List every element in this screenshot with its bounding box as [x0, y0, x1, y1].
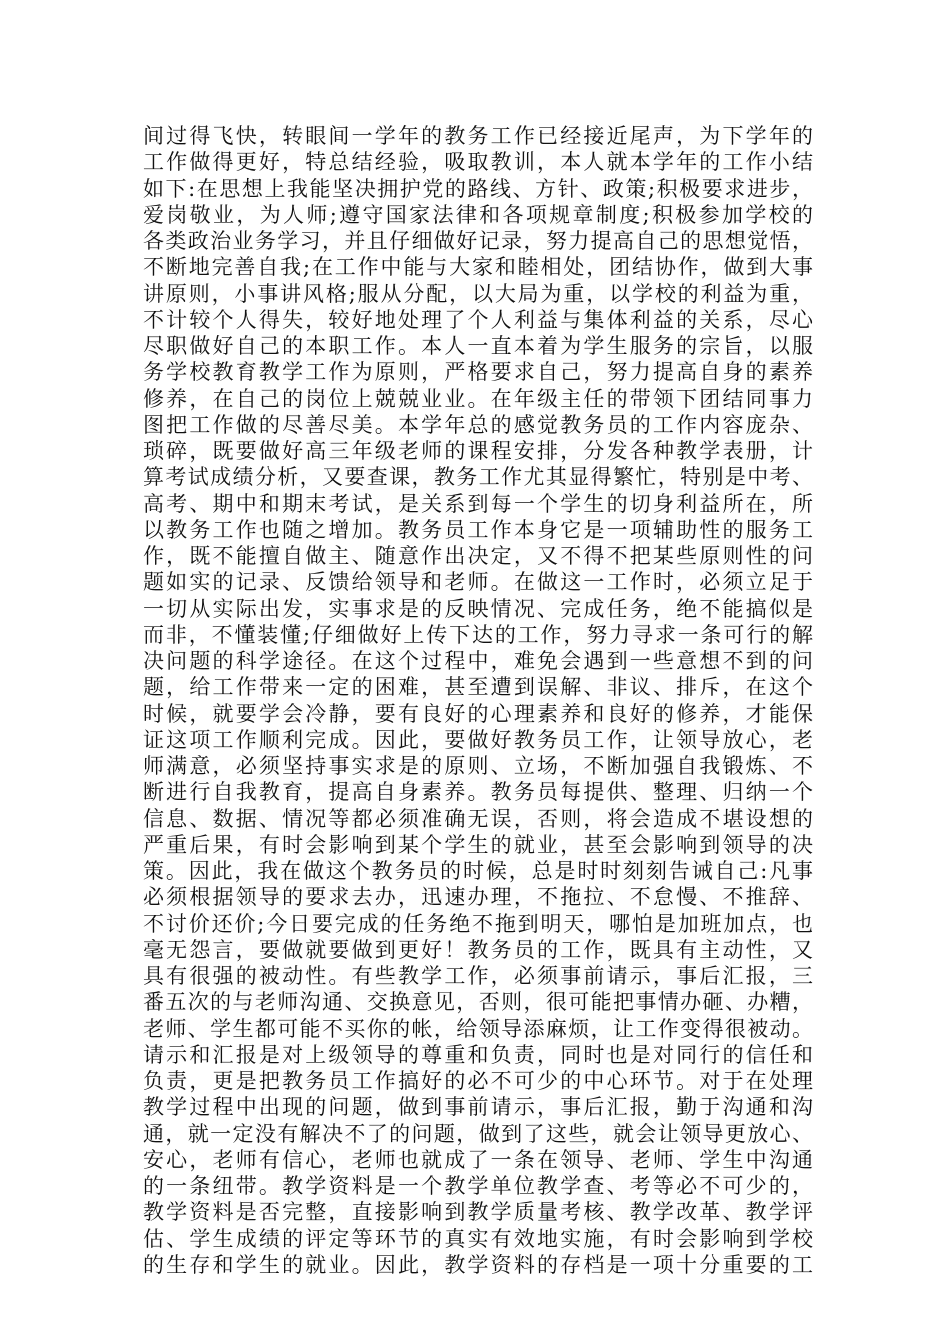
text-line: 修养，在自己的岗位上兢兢业业。在年级主任的带领下团结同事力 — [143, 386, 813, 411]
text-line: 尽职做好自己的本职工作。本人一直本着为学生服务的宗旨，以服 — [143, 334, 813, 358]
text-line: 讲原则，小事讲风格;服从分配，以大局为重，以学校的利益为重， — [143, 281, 813, 306]
text-line: 师满意，必须坚持事实求是的原则、立场，不断加强自我锻炼、不 — [143, 754, 813, 778]
text-line: 通，就一定没有解决不了的问题，做到了这些，就会让领导更放心、 — [143, 1121, 813, 1146]
text-line: 老师、学生都可能不买你的帐，给领导添麻烦，让工作变得很被动。 — [143, 1016, 813, 1041]
text-line: 不计较个人得失，较好地处理了个人利益与集体利益的关系，尽心 — [143, 307, 813, 332]
text-line: 作，既不能擅自做主、随意作出决定，又不得不把某些原则性的问 — [143, 544, 813, 568]
text-line: 必须根据领导的要求去办，迅速办理，不拖拉、不怠慢、不推辞、 — [143, 885, 813, 910]
text-line: 教学过程中出现的问题，做到事前请示，事后汇报，勤于沟通和沟 — [143, 1095, 813, 1120]
text-line: 证这项工作顺利完成。因此，要做好教务员工作，让领导放心，老 — [143, 727, 813, 752]
text-line: 教学资料是否完整，直接影响到教学质量考核、教学改革、教学评 — [143, 1200, 813, 1225]
text-line: 图把工作做的尽善尽美。本学年总的感觉教务员的工作内容庞杂、 — [143, 412, 813, 437]
text-line: 不讨价还价;今日要完成的任务绝不拖到明天，哪怕是加班加点，也 — [143, 911, 813, 936]
text-line: 负责，更是把教务员工作搞好的必不可少的中心环节。对于在处理 — [143, 1069, 813, 1093]
text-line: 务学校教育教学工作为原则，严格要求自己，努力提高自身的素养 — [143, 360, 813, 385]
text-line: 不断地完善自我;在工作中能与大家和睦相处，团结协作，做到大事 — [143, 255, 813, 280]
text-line: 时候，就要学会冷静，要有良好的心理素养和良好的修养，才能保 — [143, 701, 813, 726]
text-line: 间过得飞快，转眼间一学年的教务工作已经接近尾声，为下学年的 — [143, 124, 813, 148]
text-line: 具有很强的被动性。有些教学工作，必须事前请示，事后汇报，三 — [143, 964, 813, 988]
text-line: 爱岗敬业，为人师;遵守国家法律和各项规章制度;积极参加学校的 — [143, 202, 813, 227]
text-line: 决问题的科学途径。在这个过程中，难免会遇到一些意想不到的问 — [143, 649, 813, 673]
text-line: 一切从实际出发，实事求是的反映情况、完成任务，绝不能搞似是 — [143, 596, 813, 621]
text-line: 的一条纽带。教学资料是一个教学单位教学查、考等必不可少的， — [143, 1174, 813, 1198]
text-line: 严重后果，有时会影响到某个学生的就业，甚至会影响到领导的决 — [143, 832, 813, 857]
text-line: 题，给工作带来一定的困难，甚至遭到误解、非议、排斥，在这个 — [143, 675, 813, 700]
text-line: 的生存和学生的就业。因此，教学资料的存档是一项十分重要的工 — [143, 1252, 813, 1277]
text-line: 琐碎，既要做好高三年级老师的课程安排，分发各种教学表册，计 — [143, 439, 813, 463]
text-line: 各类政治业务学习，并且仔细做好记录，努力提高自己的思想觉悟， — [143, 229, 813, 253]
text-line: 如下:在思想上我能坚决拥护党的路线、方针、政策;积极要求进步， — [143, 176, 813, 201]
text-line: 毫无怨言，要做就要做到更好！教务员的工作，既具有主动性，又 — [143, 937, 813, 962]
text-line: 断进行自我教育，提高自身素养。教务员每提供、整理、归纳一个 — [143, 780, 813, 805]
body-text — [143, 123, 813, 1278]
text-line: 以教务工作也随之增加。教务员工作本身它是一项辅助性的服务工 — [143, 517, 813, 542]
text-line: 估、学生成绩的评定等环节的真实有效地实施，有时会影响到学校 — [143, 1226, 813, 1251]
text-line: 信息、数据、情况等都必须准确无误，否则，将会造成不堪设想的 — [143, 806, 813, 831]
text-line: 而非，不懂装懂;仔细做好上传下达的工作，努力寻求一条可行的解 — [143, 622, 813, 647]
text-line: 高考、期中和期末考试，是关系到每一个学生的切身利益所在，所 — [143, 491, 813, 516]
text-line: 策。因此，我在做这个教务员的时候，总是时时刻刻告诫自己:凡事 — [143, 859, 813, 883]
text-line: 题如实的记录、反馈给领导和老师。在做这一工作时，必须立足于 — [143, 570, 813, 595]
text-line: 工作做得更好，特总结经验，吸取教训，本人就本学年的工作小结 — [143, 150, 813, 175]
text-line: 安心，老师有信心，老师也就成了一条在领导、老师、学生中沟通 — [143, 1147, 813, 1172]
text-line: 算考试成绩分析，又要查课，教务工作尤其显得繁忙，特别是中考、 — [143, 465, 813, 490]
text-line: 番五次的与老师沟通、交换意见，否则，很可能把事情办砸、办糟， — [143, 990, 813, 1015]
text-line: 请示和汇报是对上级领导的尊重和负责，同时也是对同行的信任和 — [143, 1042, 813, 1067]
